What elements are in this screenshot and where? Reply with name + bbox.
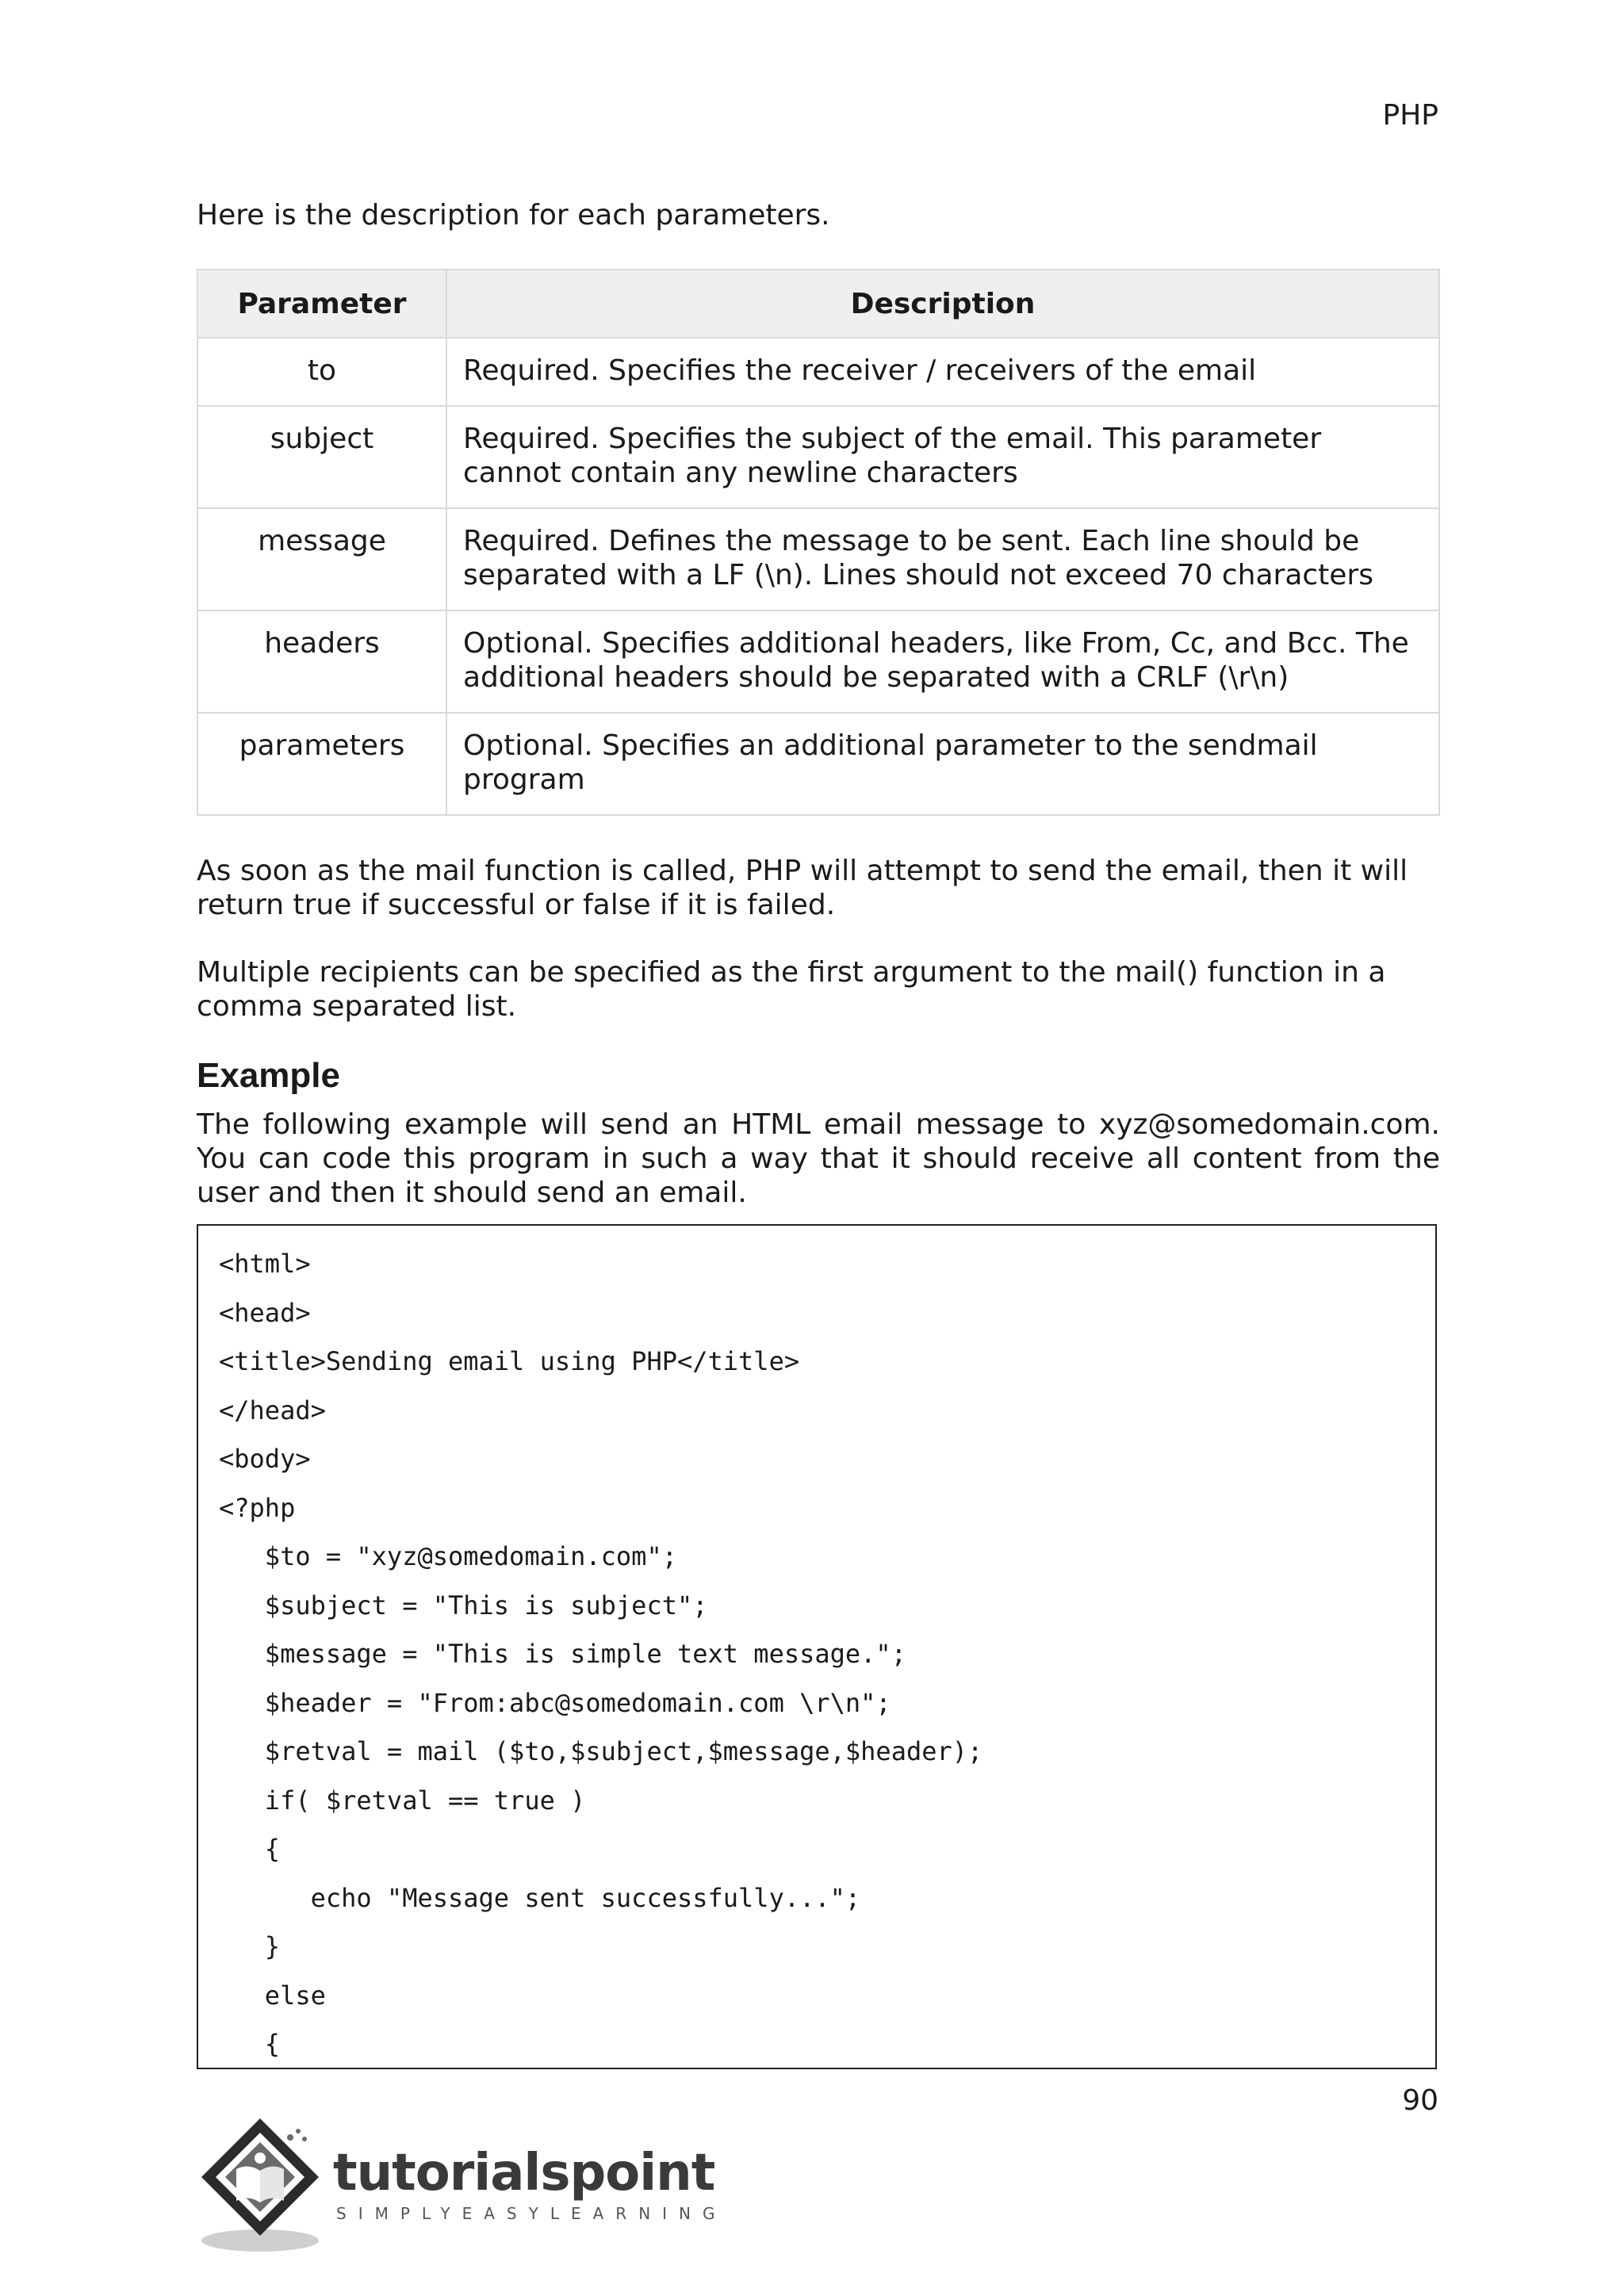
code-line: <head> — [219, 1297, 311, 1328]
running-header: PHP — [1382, 99, 1438, 132]
code-line: <?php — [219, 1492, 296, 1523]
body-paragraph: As soon as the mail function is called, PHP will attempt to send the email, then it will return true if successful or false if it is failed. — [197, 855, 1408, 921]
code-line: else — [219, 1980, 326, 2011]
param-name: message — [197, 508, 446, 610]
page-content — [197, 198, 1440, 2069]
parameters-table — [197, 269, 1440, 816]
table-header-row — [197, 270, 1439, 338]
code-line: <body> — [219, 1444, 311, 1474]
table-row — [197, 508, 1439, 610]
body-paragraph: Multiple recipients can be specified as the first argument to the mail() function in a comma separated list. — [197, 956, 1386, 1023]
param-name: to — [197, 338, 446, 406]
code-line: { — [219, 2029, 281, 2059]
column-header-parameter: Parameter — [197, 270, 446, 338]
example-description: The following example will send an HTML email message to xyz@somedomain.com. You can code this program in such a way that it should receive all content from the user and then it should send an email. — [197, 1108, 1440, 1209]
code-line: <html> — [219, 1249, 311, 1279]
code-block — [197, 1224, 1437, 2069]
logo-wordmark: tutorialspoint — [333, 2144, 715, 2202]
code-line: $message = "This is simple text message."; — [219, 1639, 906, 1669]
code-line: { — [219, 1834, 281, 1864]
code-line: if( $retval == true ) — [219, 1785, 586, 1816]
param-description: Optional. Specifies an additional parameter to the sendmail program — [446, 713, 1439, 815]
param-description: Optional. Specifies additional headers, like From, Cc, and Bcc. The additional headers should be separated with a CRLF (\r\n) — [446, 610, 1439, 713]
table-row — [197, 713, 1439, 815]
code-line: echo "Message sent successfully..."; — [219, 1882, 861, 1913]
code-line: $retval = mail ($to,$subject,$message,$header); — [219, 1736, 983, 1766]
param-description: Required. Defines the message to be sent. Each line should be separated with a LF (\n). Lines should not exceed 70 characters — [446, 508, 1439, 610]
page-number: 90 — [1402, 2084, 1438, 2117]
param-description: Required. Specifies the receiver / receivers of the email — [446, 338, 1439, 406]
logo-tagline: SIMPLYEASYLEARNING — [336, 2204, 727, 2223]
code-line: </head> — [219, 1395, 326, 1425]
param-name: headers — [197, 610, 446, 713]
param-description: Required. Specifies the subject of the email. This parameter cannot contain any newline characters — [446, 406, 1439, 508]
param-name: subject — [197, 406, 446, 508]
table-row — [197, 406, 1439, 508]
code-line: } — [219, 1931, 281, 1961]
tutorialspoint-logo — [197, 2114, 727, 2256]
code-line: $subject = "This is subject"; — [219, 1590, 708, 1621]
intro-text: Here is the description for each parameters. — [197, 199, 830, 232]
book-diamond-icon — [197, 2114, 331, 2256]
code-line: $header = "From:abc@somedomain.com \r\n"; — [219, 1687, 891, 1718]
code-line: <title>Sending email using PHP</title> — [219, 1346, 800, 1376]
table-row — [197, 338, 1439, 406]
table-row — [197, 610, 1439, 713]
param-name: parameters — [197, 713, 446, 815]
column-header-description: Description — [446, 270, 1439, 338]
code-line: $to = "xyz@somedomain.com"; — [219, 1541, 677, 1571]
section-heading: Example — [197, 1056, 340, 1095]
